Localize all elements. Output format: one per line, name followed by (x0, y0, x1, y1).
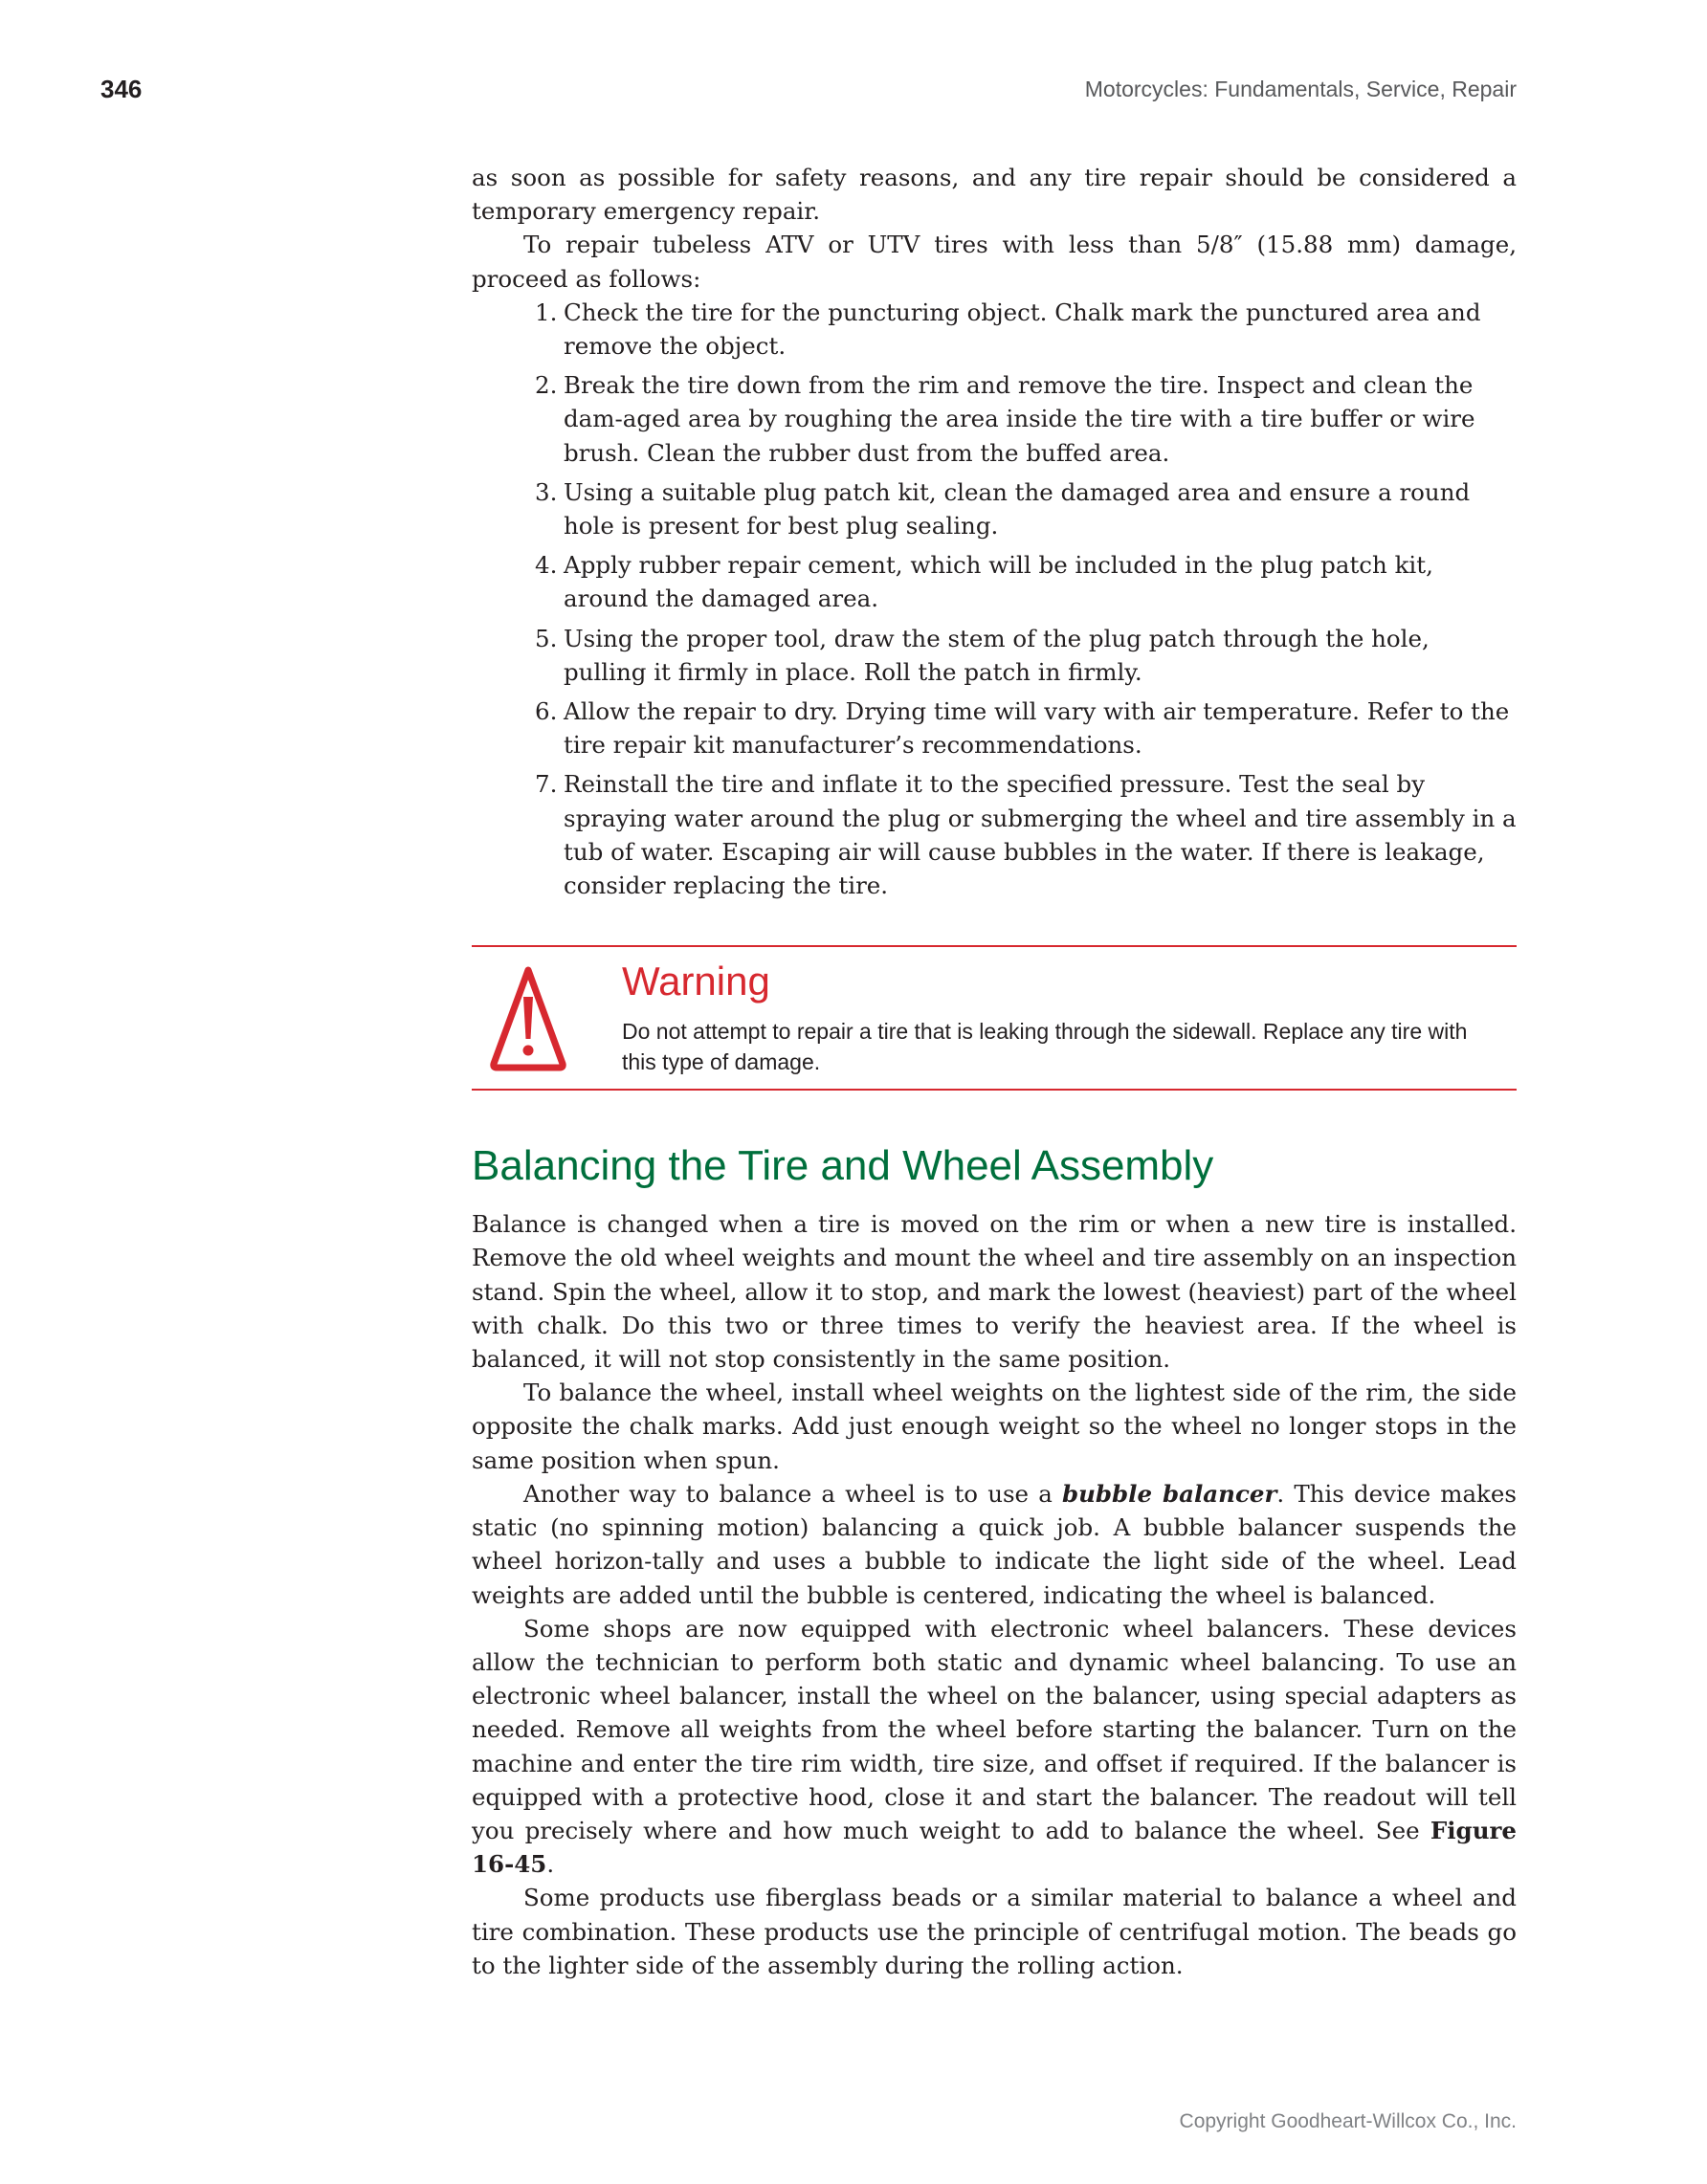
paragraph-text: . (546, 1850, 555, 1879)
list-item (535, 622, 1517, 689)
step-number: 4. (535, 551, 558, 580)
figure-reference: Figure 16-45 (472, 1816, 1517, 1879)
steps-lead-paragraph: To repair tubeless ATV or UTV tires with less than 5/8″ (15.88 mm) damage, proceed as follows: (472, 231, 1517, 293)
body-paragraph: Some products use fiberglass beads or a similar material to balance a wheel and tire combination. These products use the principle of centrifugal motion. The beads go to the lighter side of the assembly during the rolling action. (472, 1884, 1517, 1979)
list-item (535, 695, 1517, 761)
warning-title: Warning (622, 959, 770, 1004)
list-item (535, 767, 1517, 902)
body-paragraph (472, 1477, 1517, 1612)
step-number: 2. (535, 371, 558, 400)
copyright-notice: Copyright Goodheart-Willcox Co., Inc. (1179, 2110, 1517, 2132)
step-text: Reinstall the tire and inflate it to the specified pressure. Test the seal by spraying water around the plug or submerging the wheel and tire assembly in a tub of water. Escaping air will cause bubbles in the water. If there is leakage, consider replacing the tire. (564, 770, 1517, 900)
warning-box (472, 945, 1517, 1091)
step-text: Check the tire for the puncturing object. Chalk mark the punctured area and remove the object. (564, 298, 1481, 361)
main-content (472, 161, 1517, 1982)
paragraph-text: Some shops are now equipped with electronic wheel balancers. These devices allow the technician to perform both static and dynamic wheel balancing. To use an electronic wheel balancer, install the wheel on the balancer, using special adapters as needed. Remove all weights from the wheel before starting the balancer. Turn on the machine and enter the tire rim width, tire size, and offset if required. If the balancer is equipped with a protective hood, close it and start the balancer. The readout will tell you precisely where and how much weight to add to balance the wheel. See (472, 1614, 1517, 1844)
list-item (535, 296, 1517, 363)
step-text: Break the tire down from the rim and remove the tire. Inspect and clean the dam-aged area by roughing the area inside the tire with a tire buffer or wire brush. Clean the rubber dust from the buffed area. (564, 371, 1475, 467)
running-title: Motorcycles: Fundamentals, Service, Repair (1084, 77, 1517, 101)
list-item (535, 475, 1517, 542)
body-paragraph: Balance is changed when a tire is moved on the rim or when a new tire is installed. Remove the old wheel weights and mount the wheel and tire assembly on an inspection stand. Spin the wheel, allow it to stop, and mark the lowest (heaviest) part of the wheel with chalk. Do this two or three times to verify the heaviest area. If the wheel is balanced, it will not stop consistently in the same position. (472, 1210, 1517, 1374)
page-number: 346 (100, 75, 143, 103)
key-term: bubble balancer (1061, 1479, 1277, 1508)
section-heading: Balancing the Tire and Wheel Assembly (472, 1142, 1214, 1190)
warning-icon (489, 964, 567, 1071)
body-paragraph (472, 1612, 1517, 1882)
step-text: Apply rubber repair cement, which will be included in the plug patch kit, around the damaged area. (564, 551, 1433, 613)
step-text: Allow the repair to dry. Drying time will vary with air temperature. Refer to the tire repair kit manufacturer’s recommendations. (564, 697, 1510, 760)
continuation-paragraph: as soon as possible for safety reasons, and any tire repair should be considered a temporary emergency repair. (472, 164, 1517, 226)
step-text: Using the proper tool, draw the stem of the plug patch through the hole, pulling it firmly in place. Roll the patch in firmly. (564, 624, 1430, 686)
step-number: 7. (535, 770, 558, 799)
step-number: 5. (535, 624, 558, 652)
step-number: 3. (535, 477, 558, 506)
repair-steps-list (472, 296, 1517, 902)
body-paragraph: To balance the wheel, install wheel weights on the lightest side of the rim, the side opposite the chalk marks. Add just enough weight so the wheel no longer stops in the same position when spun. (472, 1379, 1517, 1474)
list-item (535, 548, 1517, 615)
step-text: Using a suitable plug patch kit, clean the damaged area and ensure a round hole is present for best plug sealing. (564, 477, 1471, 540)
step-number: 6. (535, 697, 558, 726)
step-number: 1. (535, 298, 558, 326)
list-item (535, 368, 1517, 470)
warning-text: Do not attempt to repair a tire that is leaking through the sidewall. Replace any tire with this type of damage. (622, 1019, 1468, 1075)
paragraph-text: . This device makes static (no spinning motion) balancing a quick job. A bubble balancer suspends the wheel horizon-tally and uses a bubble to indicate the light side of the wheel. Lead weights are added until the bubble is centered, indicating the wheel is balanced. (472, 1479, 1517, 1609)
paragraph-text: Another way to balance a wheel is to use a (523, 1479, 1062, 1508)
